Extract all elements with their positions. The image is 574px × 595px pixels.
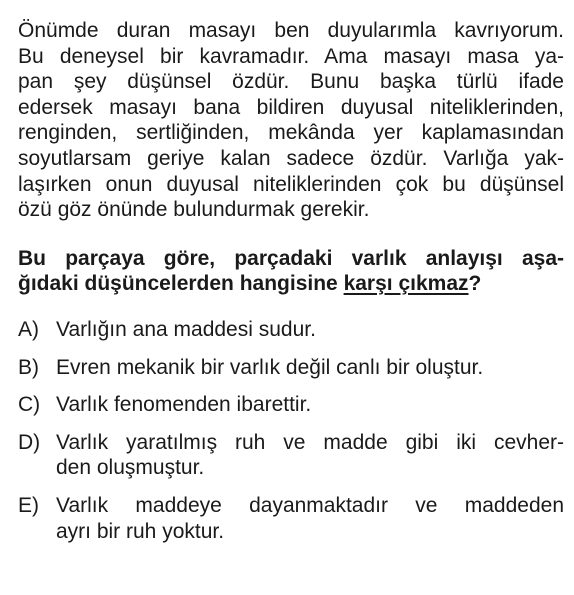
- option-text-line: Varlık yaratılmış ruh ve madde gibi iki cevher-: [56, 430, 564, 454]
- option-letter: C): [18, 393, 41, 417]
- passage-line: renginden, sertliğinden, mekânda yer kaplamasından: [18, 121, 564, 145]
- option-b[interactable]: [18, 355, 564, 381]
- question-page: [18, 18, 564, 556]
- passage-line: özü göz önünde bulundurmak gerekir.: [18, 198, 370, 222]
- option-text: [56, 392, 564, 418]
- option-a[interactable]: [18, 317, 564, 343]
- option-text-line: ayrı bir ruh yoktur.: [56, 519, 225, 543]
- question-stem: [18, 246, 564, 297]
- question-line: Bu parçaya göre, parçadaki varlık anlayışı aşa-: [18, 246, 564, 270]
- passage-line: Önümde duran masayı ben duyularımla kavrıyorum.: [18, 19, 564, 42]
- option-text: [56, 317, 564, 343]
- option-text-line: Evren mekanik bir varlık değil canlı bir oluştur.: [56, 355, 484, 379]
- option-d[interactable]: [18, 430, 564, 481]
- option-letter: D): [18, 430, 41, 454]
- option-letter: B): [18, 355, 39, 379]
- option-text: [56, 493, 564, 544]
- option-text-line: Varlık fenomenden ibarettir.: [56, 393, 312, 417]
- passage-line: pan şey düşünsel özdür. Bunu başka türlü ifade: [18, 70, 564, 94]
- passage-line: laşırken onun duyusal niteliklerinden çok bu düşünsel: [18, 172, 564, 196]
- passage-line: Bu deneysel bir kavramadır. Ama masayı masa ya-: [18, 44, 564, 68]
- passage: [18, 18, 564, 223]
- question-mark: ?: [468, 272, 482, 296]
- option-text-line: den oluşmuştur.: [56, 456, 205, 480]
- option-text: [56, 430, 564, 481]
- option-text: [56, 355, 564, 381]
- option-text-line: Varlık maddeye dayanmaktadır ve maddeden: [56, 493, 564, 517]
- option-e[interactable]: [18, 493, 564, 544]
- option-c[interactable]: [18, 392, 564, 418]
- question-text: ğıdaki düşüncelerden hangisine: [18, 272, 344, 296]
- option-letter: A): [18, 317, 39, 341]
- passage-line: soyutlarsam geriye kalan sadece özdür. Varlığa yak-: [18, 146, 564, 170]
- answer-options: [18, 317, 564, 544]
- underlined-key-phrase: karşı çıkmaz: [343, 272, 469, 296]
- passage-line: edersek masayı bana bildiren duyusal niteliklerinden,: [18, 95, 564, 119]
- option-letter: E): [18, 493, 39, 517]
- question-line: [18, 271, 564, 297]
- option-text-line: Varlığın ana maddesi sudur.: [56, 317, 316, 341]
